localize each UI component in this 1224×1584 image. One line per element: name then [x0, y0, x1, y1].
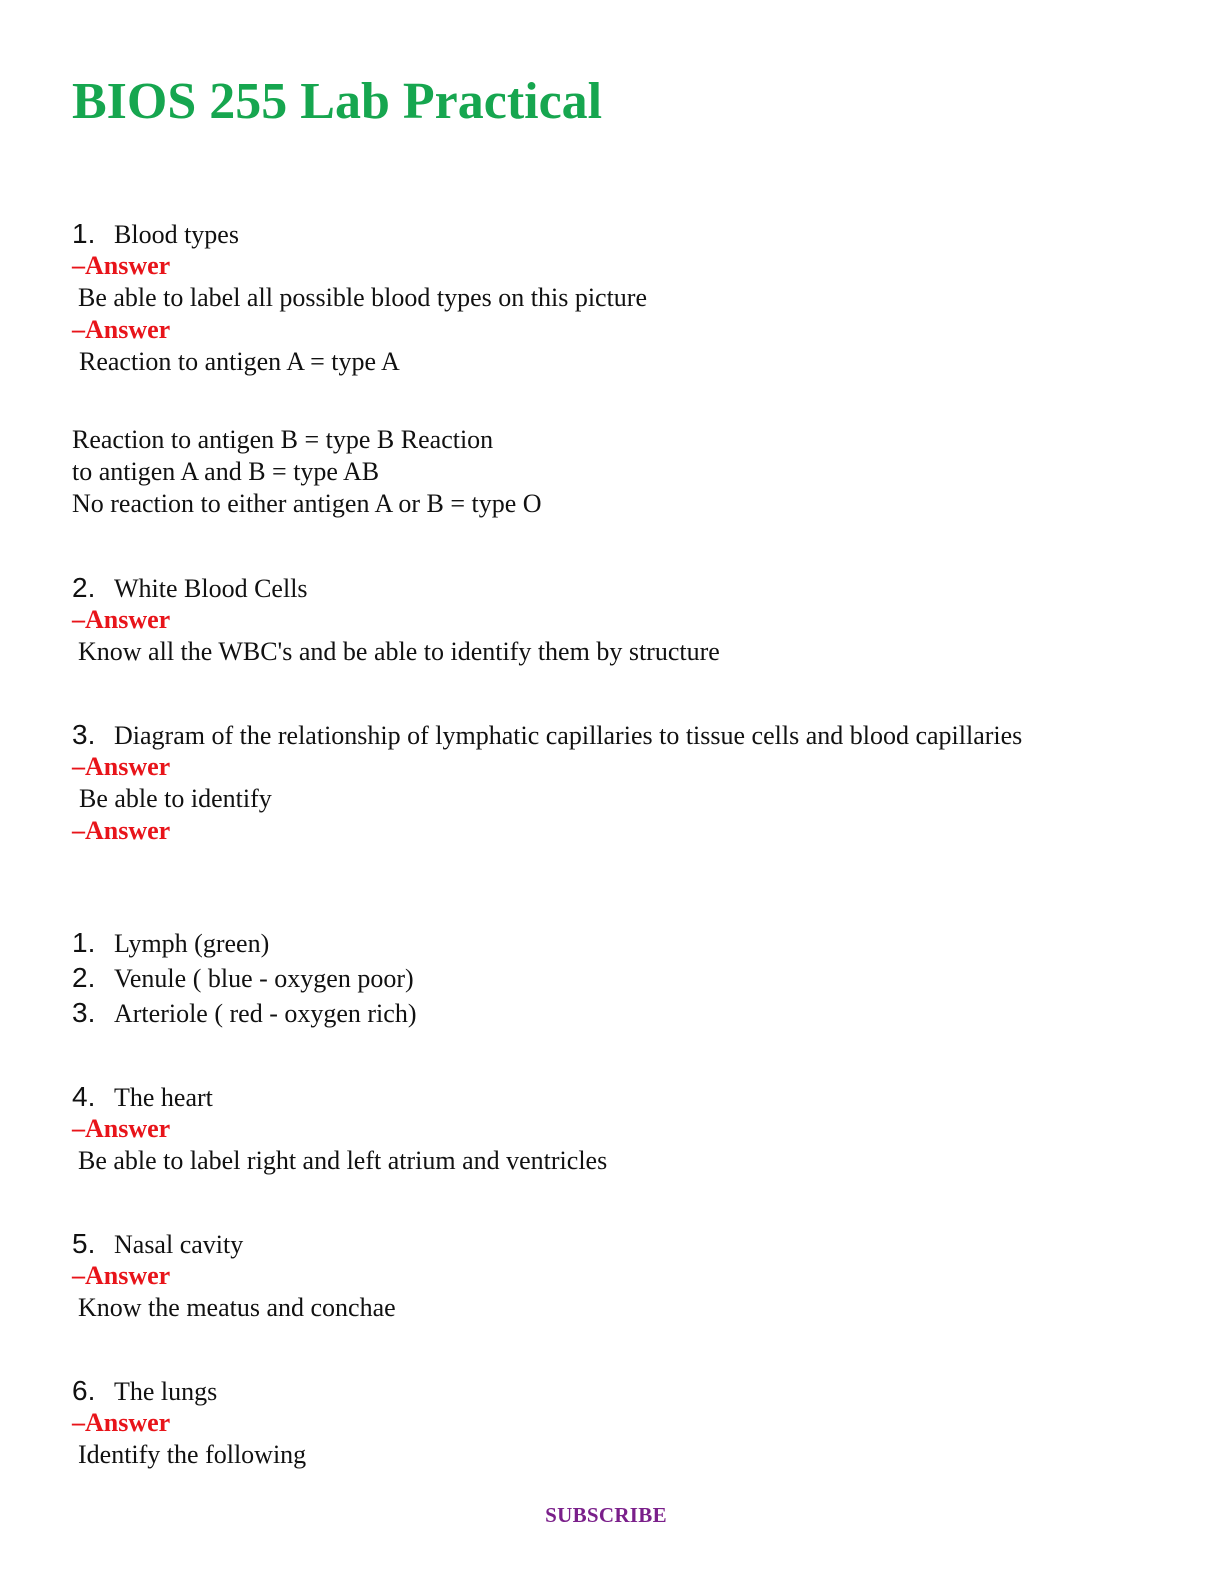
question-5	[72, 1228, 243, 1261]
question-number: 1.	[72, 218, 96, 249]
answer-text: to antigen A and B = type AB	[72, 457, 380, 486]
question-text: The lungs	[114, 1377, 218, 1406]
question-text: Diagram of the relationship of lymphatic capillaries to tissue cells and blood capillaries	[114, 721, 1023, 750]
question-text: Nasal cavity	[114, 1230, 244, 1259]
answer-label: –Answer	[72, 315, 171, 344]
answer-text: No reaction to either antigen A or B = type O	[72, 489, 542, 518]
list-text: Venule ( blue - oxygen poor)	[114, 964, 414, 993]
answer-text: Be able to identify	[79, 784, 272, 813]
page-title: BIOS 255 Lab Practical	[72, 73, 603, 130]
answer-label: –Answer	[72, 605, 171, 634]
list-number: 3.	[72, 997, 96, 1028]
question-text: The heart	[114, 1083, 213, 1112]
question-1	[72, 218, 239, 251]
question-4	[72, 1081, 213, 1114]
answer-text: Know all the WBC's and be able to identify them by structure	[78, 637, 720, 666]
question-2	[72, 572, 308, 605]
list-item	[72, 997, 416, 1030]
answer-text: Be able to label right and left atrium and ventricles	[78, 1146, 608, 1175]
list-item	[72, 962, 414, 995]
list-text: Arteriole ( red - oxygen rich)	[114, 999, 417, 1028]
question-number: 5.	[72, 1228, 96, 1259]
question-number: 4.	[72, 1081, 96, 1112]
answer-text: Reaction to antigen A = type A	[79, 347, 400, 376]
answer-text: Identify the following	[78, 1440, 307, 1469]
question-number: 2.	[72, 572, 96, 603]
question-3	[72, 719, 1022, 752]
question-number: 3.	[72, 719, 96, 750]
answer-label: –Answer	[72, 1408, 171, 1437]
list-number: 1.	[72, 927, 96, 958]
question-number: 6.	[72, 1375, 96, 1406]
list-item	[72, 927, 269, 960]
answer-label: –Answer	[72, 1114, 171, 1143]
subscribe-link[interactable]: SUBSCRIBE	[545, 1503, 667, 1527]
answer-label: –Answer	[72, 752, 171, 781]
list-number: 2.	[72, 962, 96, 993]
question-text: White Blood Cells	[114, 574, 308, 603]
list-text: Lymph (green)	[114, 929, 270, 958]
question-text: Blood types	[114, 220, 239, 249]
answer-text: Know the meatus and conchae	[78, 1293, 396, 1322]
answer-text: Be able to label all possible blood types on this picture	[78, 283, 648, 312]
answer-label: –Answer	[72, 1261, 171, 1290]
question-6	[72, 1375, 217, 1408]
answer-text: Reaction to antigen B = type B Reaction	[72, 425, 494, 454]
answer-label: –Answer	[72, 251, 171, 280]
answer-label: –Answer	[72, 816, 171, 845]
